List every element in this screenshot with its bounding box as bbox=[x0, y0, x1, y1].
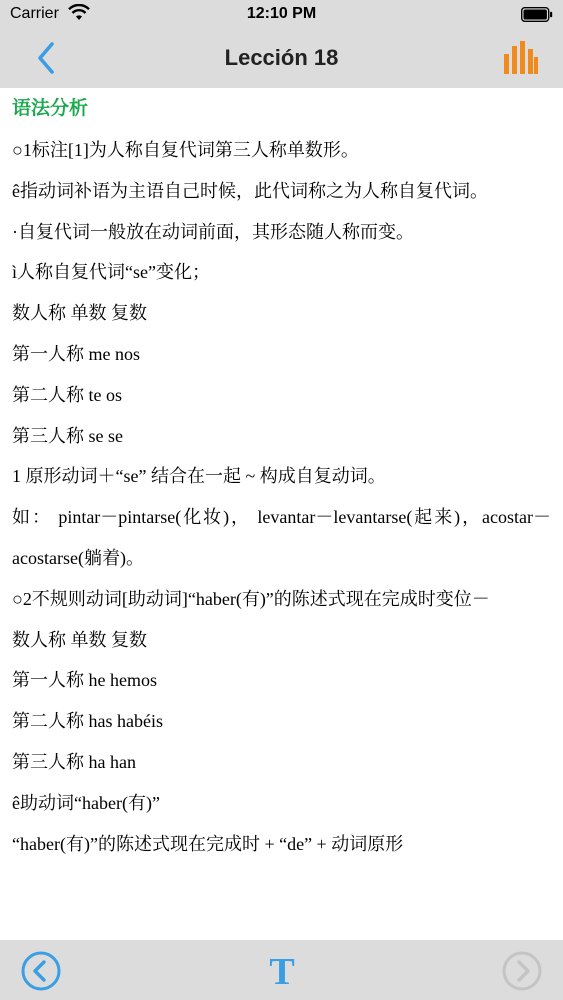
text-line: ê助动词“haber(有)” bbox=[12, 792, 160, 813]
circle-chevron-right-icon[interactable] bbox=[501, 950, 543, 992]
font-size-button[interactable] bbox=[262, 950, 302, 990]
text-line: 第二人称 has habéis bbox=[12, 711, 163, 732]
text-line: ·自复代词一般放在动词前面，其形态随人称而变。 bbox=[12, 221, 414, 242]
text-line: 1 原形动词＋“se” 结合在一起 ~ 构成自复动词。 bbox=[12, 466, 386, 487]
lesson-content bbox=[0, 88, 563, 940]
text-line: ê指动词补语为主语自己时候，此代词称之为人称自复代词。 bbox=[12, 180, 488, 201]
text-line: 第三人称 ha han bbox=[12, 751, 136, 772]
font-size-label: T bbox=[269, 951, 295, 990]
section-heading: 语法分析 bbox=[12, 97, 89, 119]
text-line: ì人称自复代词“se”变化； bbox=[12, 262, 210, 283]
status-time: 12:10 PM bbox=[246, 5, 317, 22]
circle-chevron-left-icon[interactable] bbox=[20, 950, 62, 992]
carrier-label: Carrier bbox=[10, 5, 59, 22]
nav-bar bbox=[0, 30, 563, 88]
text-line: ○2不规则动词[助动词]“haber(有)”的陈述式现在完成时变位－ bbox=[12, 588, 490, 609]
status-bar bbox=[0, 0, 563, 30]
text-line: 第一人称 me nos bbox=[12, 343, 140, 364]
page-title: Lección 18 bbox=[224, 45, 339, 70]
bar-chart-icon[interactable] bbox=[503, 40, 539, 76]
battery-icon bbox=[521, 7, 553, 22]
text-line: 第二人称 te os bbox=[12, 384, 122, 405]
text-line: 第三人称 se se bbox=[12, 425, 123, 446]
text-line: “haber(有)”的陈述式现在完成时 + “de” + 动词原形 bbox=[12, 833, 404, 854]
text-line: 如： pintar－pintarse(化妆)， levantar－levantarse(起来)，acostar－acostarse(躺着)。 bbox=[12, 507, 551, 568]
text-line: 第一人称 he hemos bbox=[12, 670, 157, 691]
text-line: 数人称 单数 复数 bbox=[12, 629, 147, 650]
text-line: ○1标注[1]为人称自复代词第三人称单数形。 bbox=[12, 140, 359, 160]
text-line: 数人称 单数 复数 bbox=[12, 303, 147, 324]
bottom-toolbar bbox=[0, 940, 563, 1000]
